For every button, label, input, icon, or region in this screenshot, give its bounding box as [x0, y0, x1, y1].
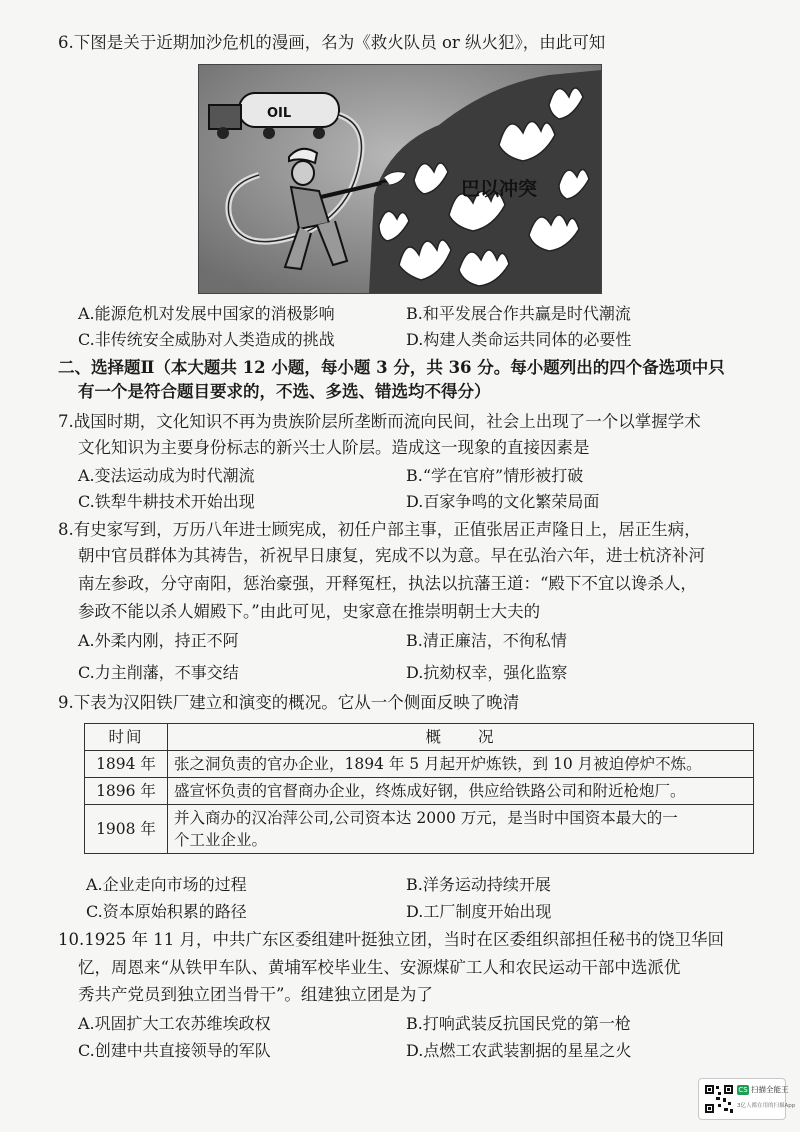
table-cell-year: 1896 年 [85, 778, 168, 805]
q8-option-a[interactable]: A.外柔内刚，持正不阿 [78, 631, 239, 650]
table-cell-text: 张之洞负责的官办企业，1894 年 5 月起开炉炼铁，到 10 月被迫停炉不炼。 [168, 751, 754, 778]
cartoon-illustration [199, 65, 601, 293]
table-header-time: 时间 [85, 724, 168, 751]
truck-label: OIL [267, 106, 292, 121]
qr-code-icon [704, 1084, 734, 1114]
q8-option-d[interactable]: D.抗劾权幸，强化监察 [406, 663, 568, 682]
q10-option-a[interactable]: A.巩固扩大工农苏维埃政权 [78, 1014, 271, 1033]
table-cell-text-line-2: 个工业企业。 [174, 831, 268, 849]
question-10-line-2: 忆，周恩来“从铁甲车队、黄埔军校毕业生、安源煤矿工人和农民运动干部中选派优 [78, 958, 681, 977]
q7-option-b[interactable]: B.“学在官府”情形被打破 [406, 466, 584, 485]
q7-option-d[interactable]: D.百家争鸣的文化繁荣局面 [406, 492, 600, 511]
watermark-subtitle: 3亿人都在用的扫描App [737, 1103, 796, 1109]
q6-option-b[interactable]: B.和平发展合作共赢是时代潮流 [406, 304, 631, 323]
fire-label: 巴以冲突 [461, 178, 538, 200]
q9-option-b[interactable]: B.洋务运动持续开展 [406, 875, 551, 894]
question-6-stem: 6.下图是关于近期加沙危机的漫画，名为《救火队员 or 纵火犯》，由此可知 [58, 33, 606, 52]
question-8-line-4: 参政不能以杀人媚殿下。”由此可见，史家意在推崇明朝士大夫的 [78, 602, 541, 621]
table-row [85, 805, 754, 854]
q9-option-c[interactable]: C.资本原始积累的路径 [86, 902, 247, 921]
table-row [85, 751, 754, 778]
q7-option-a[interactable]: A.变法运动成为时代潮流 [78, 466, 255, 485]
table-cell-year: 1908 年 [85, 805, 168, 854]
question-7-line-1: 7.战国时期，文化知识不再为贵族阶层所垄断而流向民间，社会上出现了一个以掌握学术 [58, 412, 701, 431]
section-2-instructions: 有一个是符合题目要求的，不选、多选、错选均不得分） [78, 382, 491, 401]
watermark-title: 扫描全能王 [751, 1085, 789, 1094]
question-8-line-1: 8.有史家写到，万历八年进士顾宪成，初任户部主事，正值张居正声隆日上，居正生病， [58, 520, 701, 539]
q9-option-a[interactable]: A.企业走向市场的过程 [86, 875, 247, 894]
table-cell-text-line-1: 并入商办的汉冶萍公司,公司资本达 2000 万元，是当时中国资本最大的一 [174, 809, 678, 827]
q8-option-b[interactable]: B.清正廉洁，不徇私情 [406, 631, 567, 650]
q10-option-b[interactable]: B.打响武装反抗国民党的第一枪 [406, 1014, 631, 1033]
table-cell-text: 盛宣怀负责的官督商办企业，终炼成好钢，供应给铁路公司和附近枪炮厂。 [168, 778, 754, 805]
table-header-overview: 概 况 [168, 724, 754, 751]
cartoon-image [198, 64, 602, 294]
section-2-heading: 二、选择题Ⅱ（本大题共 12 小题，每小题 3 分，共 36 分。每小题列出的四个备选项中只 [58, 358, 725, 377]
question-8-line-3: 南左参政，分守南阳，惩治豪强，开释冤枉，执法以抗藩王道：“殿下不宜以谗杀人， [78, 574, 697, 593]
q10-option-d[interactable]: D.点燃工农武装割据的星星之火 [406, 1041, 632, 1060]
q10-option-c[interactable]: C.创建中共直接领导的军队 [78, 1041, 271, 1060]
table-row [85, 778, 754, 805]
history-table [84, 723, 754, 854]
question-7-line-2: 文化知识为主要身份标志的新兴士人阶层。造成这一现象的直接因素是 [78, 438, 590, 457]
question-8-line-2: 朝中官员群体为其祷告，祈祝早日康复，宪成不以为意。早在弘治六年，进士杭济补河 [78, 546, 705, 565]
q6-option-c[interactable]: C.非传统安全威胁对人类造成的挑战 [78, 330, 335, 349]
question-10-line-3: 秀共产党员到独立团当骨干”。组建独立团是为了 [78, 985, 433, 1004]
question-9-stem: 9.下表为汉阳铁厂建立和演变的概况。它从一个侧面反映了晚清 [58, 693, 520, 712]
q6-option-d[interactable]: D.构建人类命运共同体的必要性 [406, 330, 632, 349]
scanner-watermark [698, 1078, 796, 1120]
question-10-line-1: 10.1925 年 11 月，中共广东区委组建叶挺独立团，当时在区委组织部担任秘书的饶卫华回 [58, 930, 724, 949]
q9-option-d[interactable]: D.工厂制度开始出现 [406, 902, 552, 921]
q7-option-c[interactable]: C.铁犁牛耕技术开始出现 [78, 492, 255, 511]
table-header-row [85, 724, 754, 751]
table-cell-text [168, 805, 754, 854]
q8-option-c[interactable]: C.力主削藩，不事交结 [78, 663, 239, 682]
cs-logo-icon: CS [738, 1086, 748, 1094]
q6-option-a[interactable]: A.能源危机对发展中国家的消极影响 [78, 304, 335, 323]
table-cell-year: 1894 年 [85, 751, 168, 778]
